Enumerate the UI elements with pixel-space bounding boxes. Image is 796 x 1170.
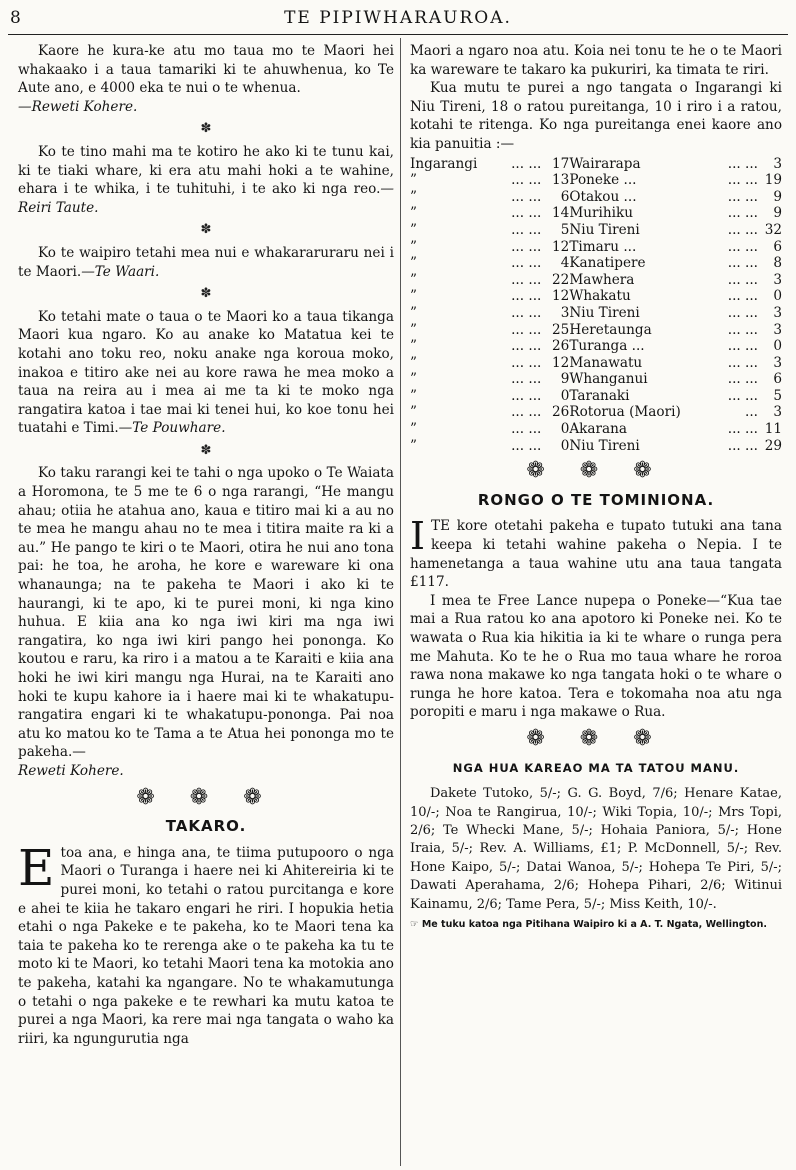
result-score: 12 [552,238,570,255]
flower-ornament-icon: ❁ ❁ ❁ [526,725,666,751]
result-opponent: Rotorua (Maori) [569,404,681,421]
quote-paragraph-4: Ko tetahi mate o taua o te Maori ko a taua tikanga Maori kua ngaro. Ko au anake ko Matatua kei te kotahi ano toku reo, noku anake nga koroua moko, inakoa e titiro ake nei au kore rawa he mea moko a taua na reira au i mea ai me ta ki te moko nga rangatira katoa i tae mai ki tenei hui, ko koe tonu hei tuatahi e Timi.—Te Pouwhare. [18,308,394,437]
result-opponent: Niu Tireni [569,437,640,454]
result-score: 4 [560,255,570,272]
result-leader-dots: ... ... [727,437,758,454]
result-leader-dots: ... ... [727,221,758,238]
result-score: 0 [560,437,570,454]
result-leader-dots: ... ... [511,155,542,172]
result-leader-dots: ... ... [511,238,542,255]
result-opponent-score: 19 [764,172,782,189]
star-separator-icon: ✽ [200,121,212,137]
result-team: ” [410,271,417,288]
quote-paragraph-5: Ko taku rarangi kei te tahi o nga upoko o Te Waiata a Horomona, te 5 me te 6 o nga rarangi, “He mangu ahau; otiia he atahua ano, kaua e titiro mai ki a au no te mea he mangu ahau no te mea i titira maite ra ki a au.” He pango te kiri o te Maori, otira he nui ano tona pai: he toa, he aroha, he kore e wareware ki ona whanaunga; na te pakeha te Maori i ako ki te haurangi, ki te apo, ki te purei moni, ki nga kino huhua. E kiia ana ko nga iwi kiri ma nga iwi rangatira, ko nga iwi kiri pango hei pononga. Ko koutou e raru, ka riro i a matou a te Karaiti e kiia ana hoki he iwi kiri mangu nga Hurai, na te Karaiti ano hoki te kupu kahore ia i haere mai ki te whakatupu-rangatira engari ki te whakatupu-pononga. Pai noa atu ko matou ko te Tama a te Atua hei pononga mo te pakeha.— Reweti Kohere. [18,465,394,779]
result-row [410,305,782,322]
result-leader-dots: ... ... [511,271,542,288]
result-team: ” [410,338,417,355]
result-leader-dots: ... ... [727,338,758,355]
result-score: 12 [552,288,570,305]
takaro-heading: TAKARO. [165,817,247,836]
result-score: 6 [560,188,570,205]
result-opponent: Whanganui [569,371,648,388]
result-score: 13 [552,172,570,189]
result-leader-dots: ... ... [511,437,542,454]
result-row [410,322,782,339]
result-score: 12 [552,354,570,371]
result-opponent-score: 3 [773,321,782,338]
result-opponent-score: 9 [773,205,782,222]
result-team: ” [410,238,417,255]
result-opponent: Murihiku [569,205,633,222]
result-opponent-score: 3 [773,155,782,172]
result-team: ” [410,172,417,189]
result-opponent-score: 0 [773,288,782,305]
result-opponent-score: 6 [773,238,782,255]
takaro-drop-cap: E [18,838,55,897]
result-leader-dots: ... ... [511,304,542,321]
right-column [410,42,782,931]
result-leader-dots: ... ... [727,421,758,438]
result-leader-dots: ... ... [727,188,758,205]
star-separator-icon: ✽ [200,222,212,238]
result-team: ” [410,221,417,238]
result-team: ” [410,437,417,454]
result-leader-dots: ... [745,404,758,421]
result-score: 17 [552,155,570,172]
result-team: ” [410,188,417,205]
result-leader-dots: ... ... [727,321,758,338]
result-row [410,255,782,272]
results-intro: Kua mutu te purei a ngo tangata o Ingarangi ki Niu Tireni, 18 o ratou pureitanga, 10 i riro i a ratou, kotahi te ritenga. Ko nga pureitanga enei kaore ano kia panuitia :— [410,80,782,152]
result-leader-dots: ... ... [511,221,542,238]
result-team: Ingarangi [410,155,478,172]
result-opponent-score: 11 [764,421,782,438]
quote-author-2: —Reiri Taute. [18,181,394,216]
result-leader-dots: ... ... [511,255,542,272]
result-team: ” [410,321,417,338]
result-row [410,172,782,189]
result-leader-dots: ... ... [727,354,758,371]
result-opponent-score: 9 [773,188,782,205]
result-opponent: Turanga ... [569,338,645,355]
result-opponent-score: 0 [773,338,782,355]
result-row [410,388,782,405]
result-opponent: Akarana [569,421,627,438]
result-score: 9 [560,371,570,388]
result-row [410,421,782,438]
result-score: 0 [560,387,570,404]
page-number: 8 [10,8,21,28]
result-opponent-score: 3 [773,271,782,288]
result-opponent: Taranaki [569,387,630,404]
result-leader-dots: ... ... [511,188,542,205]
result-opponent: Niu Tireni [569,221,640,238]
result-row [410,189,782,206]
result-leader-dots: ... ... [511,288,542,305]
result-team: ” [410,288,417,305]
result-opponent: Mawhera [569,271,635,288]
running-title: TE PIPIWHARAUROA. [284,8,512,28]
result-leader-dots: ... ... [511,387,542,404]
result-score: 5 [560,221,570,238]
result-team: ” [410,421,417,438]
flower-ornament-icon: ❁ ❁ ❁ [136,784,276,810]
result-score: 14 [552,205,570,222]
result-score: 22 [552,271,570,288]
result-score: 26 [552,404,570,421]
result-opponent-score: 3 [773,404,782,421]
result-opponent-score: 5 [773,387,782,404]
takaro-continued: Maori a ngaro noa atu. Koia nei tonu te he o te Maori ka wareware te takaro ka pukuriri, ka timata te riri. [410,43,782,78]
result-leader-dots: ... ... [511,338,542,355]
result-opponent: Wairarapa [569,155,641,172]
result-score: 0 [560,421,570,438]
result-leader-dots: ... ... [727,255,758,272]
takaro-article: Etoa ana, e hinga ana, te tiima putupooro o nga Maori o Turanga i haere nei ki Ahitereiria ki te purei moni, ko tetahi o ratou purcitanga e kore e ahei te kiia he takaro engari he riri. I hopukia hetia etahi o nga Pakeke e te pakeha, ko te Maori tena ka taia te pakeha ko te rerenga ake o te pakeha ka tu te moto ki te Maori, ko tetahi Maori tena ka motokia ano te pakeha, katahi ka ngangare. No te whakamutunga o tetahi o nga pakeke e te rewhari ka mutu katoa te purei a nga Maori, ka rere mai nga tangata o waho ka riiri, ka ngungurutia nga [18,838,394,1047]
donor-list: Dakete Tutoko, 5/-; G. G. Boyd, 7/6; Henare Katae, 10/-; Noa te Rangirua, 10/-; Wiki Topia, 10/-; Mrs Topi, 2/6; Te Whecki Mane, 5/-; Hohaia Paniora, 5/-; Hone Iraia, 5/-; Rev. A. Williams, £1; P. McDonnell, 5/-; Rev. Hone Kaipo, 5/-; Datai Wanoa, 5/-; Hohepa Te Piri, 5/-; Dawati Aperahama, 2/6; Hohepa Pihari, 2/6; Witinui Kainamu, 2/6; Tame Pera, 5/-; Miss Keith, 10/-. [410,786,782,912]
result-row [410,404,782,421]
column-divider [400,38,401,1166]
result-opponent-score: 8 [773,255,782,272]
quote-paragraph-2: Ko te tino mahi ma te kotiro he ako ki te tunu kai, ki te tiaki whare, ki era atu mahi hoki a te wahine, ehara i te whika, i te tuhituhi, i te ako ki nga reo.—Reiri Taute. [18,143,394,216]
quote-author-5: Reweti Kohere. [18,762,124,779]
result-leader-dots: ... ... [511,205,542,222]
result-leader-dots: ... ... [727,304,758,321]
page-header [8,6,788,35]
result-leader-dots: ... ... [511,354,542,371]
result-opponent: Timaru ... [569,238,637,255]
result-leader-dots: ... ... [727,238,758,255]
result-leader-dots: ... ... [727,371,758,388]
rongo-drop-cap: I [410,514,426,559]
result-opponent-score: 3 [773,304,782,321]
result-opponent-score: 29 [764,437,782,454]
result-row [410,371,782,388]
result-leader-dots: ... ... [511,421,542,438]
result-leader-dots: ... ... [511,172,542,189]
star-separator-icon: ✽ [200,286,212,302]
result-leader-dots: ... ... [727,172,758,189]
result-team: ” [410,205,417,222]
result-opponent: Kanatipere [569,255,646,272]
footnote: ☞ Me tuku katoa nga Pitihana Waipiro ki a A. T. Ngata, Wellington. [410,919,767,930]
result-opponent: Poneke ... [569,172,637,189]
result-team: ” [410,304,417,321]
result-opponent: Manawatu [569,354,643,371]
result-leader-dots: ... ... [727,288,758,305]
flower-ornament-icon: ❁ ❁ ❁ [526,458,666,484]
result-leader-dots: ... ... [727,155,758,172]
result-row [410,438,782,455]
result-row [410,205,782,222]
quote-author-1: —Reweti Kohere. [18,98,138,115]
quote-paragraph-1: Kaore he kura-ke atu mo taua mo te Maori hei whakaako i a taua tamariki ki te ahuwhenua, ko Te Aute ano, e 4000 eka te nui o te whenua. —Reweti Kohere. [18,43,394,115]
result-opponent-score: 6 [773,371,782,388]
result-team: ” [410,404,417,421]
result-team: ” [410,354,417,371]
result-row [410,272,782,289]
result-opponent: Whakatu [569,288,631,305]
result-row [410,338,782,355]
result-leader-dots: ... ... [511,404,542,421]
quote-paragraph-3: Ko te waipiro tetahi mea nui e whakararuraru nei i te Maori.—Te Waari. [18,244,394,280]
result-opponent: Niu Tireni [569,304,640,321]
result-leader-dots: ... ... [727,271,758,288]
result-opponent: Otakou ... [569,188,637,205]
result-score: 3 [560,304,570,321]
left-column [18,42,394,1048]
rongo-paragraph-2: I mea te Free Lance nupepa o Poneke—“Kua tae mai a Rua ratou ko ana apotoro ki Poneke nei. Ko te wawata o Rua kia hikitia ia ki te whare o runga pera me Mahuta. Ko te he o Rua mo taua whare he roroa rawa nona makawe ko nga tangata hoki o te whare o runga he hore katoa. Tera e tokomaha noa atu nga poropiti e maru i nga makawe o Rua. [410,592,782,721]
rongo-heading: RONGO O TE TOMINIONA. [477,490,715,509]
star-separator-icon: ✽ [200,442,212,458]
result-row [410,222,782,239]
result-row [410,239,782,256]
result-row [410,355,782,372]
result-team: ” [410,387,417,404]
result-leader-dots: ... ... [511,371,542,388]
quote-author-4: —Te Pouwhare. [118,420,226,437]
result-opponent-score: 3 [773,354,782,371]
result-opponent-score: 32 [764,221,782,238]
result-row [410,288,782,305]
nga-hua-heading: NGA HUA KAREAO MA TA TATOU MANU. [452,760,740,775]
quote-author-3: —Te Waari. [81,263,160,280]
result-leader-dots: ... ... [727,387,758,404]
result-team: ” [410,371,417,388]
result-team: ” [410,255,417,272]
result-leader-dots: ... ... [511,321,542,338]
match-results-table [410,156,782,455]
result-opponent: Heretaunga [569,321,652,338]
result-leader-dots: ... ... [727,205,758,222]
rongo-paragraph-1: ITE kore otetahi pakeha e tupato tutuki ana tana keepa ki tetahi wahine pakeha o Nepia. I te hamenetanga a taua wahine utu ana taua tangata £117. [410,514,782,591]
result-score: 25 [552,321,570,338]
result-row [410,156,782,173]
result-score: 26 [552,338,570,355]
